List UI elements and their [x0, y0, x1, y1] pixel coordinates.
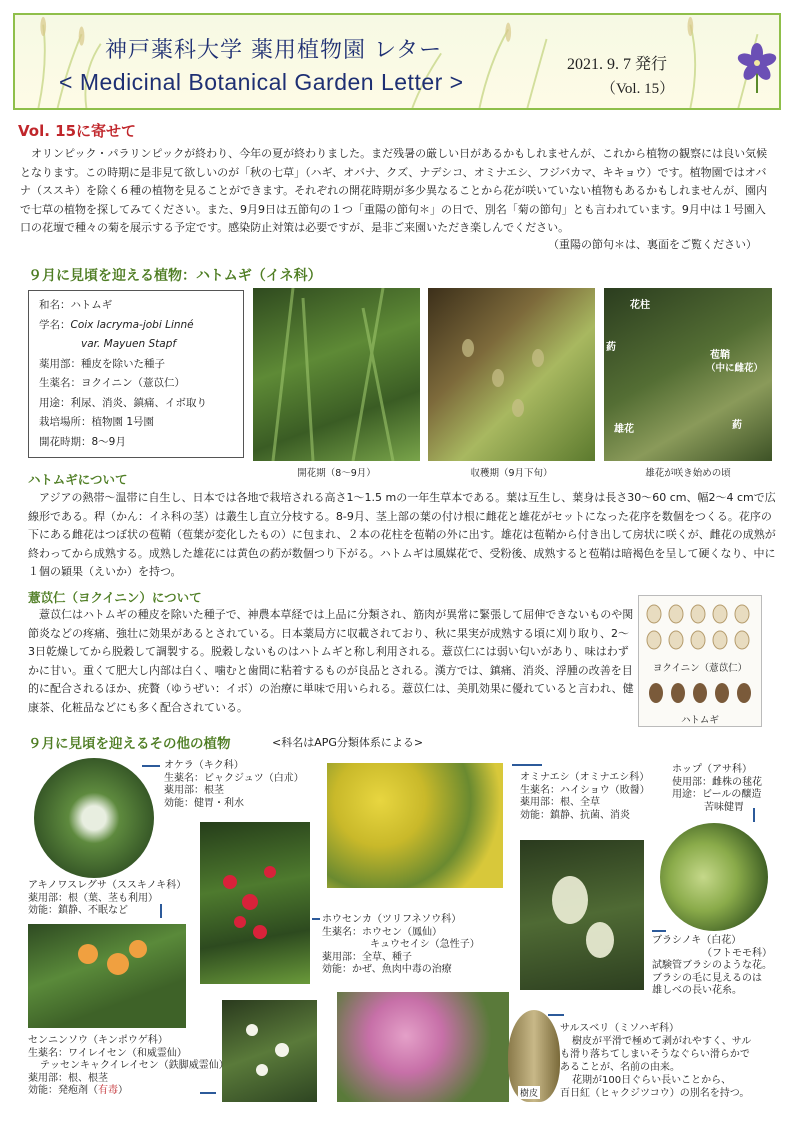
photo-flowering [253, 288, 420, 461]
photo-akinowasuregusa [28, 924, 186, 1028]
info-row: 薬用部：種皮を除いた種子 [39, 357, 165, 370]
info-row: 栽培場所：植物園 1号園 [39, 416, 155, 428]
caption-male: 雄花が咲き始めの頃 [645, 468, 731, 479]
info-row: 開花時期：8～9月 [39, 435, 126, 448]
photo-male-flower [604, 288, 772, 461]
about-body: アジアの熱帯～温帯に自生し、日本では各地で栽培される高さ1～1.5 mの一年生草本である。葉は互生し、葉身は長さ30～60 cm、幅2～4 cmで広線形である。稈（かん：イネ科の茎）は叢生し直立分枝する。8-9月、茎上部の葉の付け根に雌花と雄花がセットになった花序を数個をつくる。花序の下にある雌花はつぼ状の苞鞘（苞葉が変化したもの）に包まれ、２本の花柱を苞鞘の外に出す。雄花は苞鞘から付き出して房状に咲くが、雌花の成熟が終わってから成熟する。成熟した雄花には黄色の葯が数個つり下がる。ハトムギは風媒花で、受粉後、成熟すると苞鞘は暗褐色を呈して硬くなり、中に１個の穎果（えいか）を持つ。 [28, 491, 776, 578]
housenka-label: ホウセンカ（ツリフネソウ科） 生薬名：ホウセン（鳳仙） キュウセイシ（急性子） 薬用部：全草、種子 効能：かぜ、魚肉中毒の治療 [322, 914, 480, 975]
hop-label: ホップ（アサ科） 使用部：雌株の毬花 用途：ビールの醸造 苦味健胃 [672, 764, 762, 813]
yokuinin-seeds [640, 600, 762, 660]
balloon-flower-icon [735, 43, 779, 93]
seed-photo-box [638, 595, 762, 727]
seed-pattern [428, 288, 595, 461]
photo-brush-tree [520, 840, 644, 990]
photo-senninsou [222, 1000, 317, 1102]
intro-heading: Vol. 15に寄せて [18, 122, 137, 140]
arrow-icon [652, 930, 666, 932]
yoku-body: 薏苡仁はハトムギの種皮を除いた種子で、神農本草経では上品に分類され、筋肉が異常に緊張して屈伸できないものや関節炎などの疼痛、強壮に効果があるとされている。日本薬局方に収載されており、秋に果実が成熟する頃に刈り取り、2～3日乾燥してから脱穀して調製する。脱穀しないものはハトムギと称し利用される。薏苡仁には弱い匂いがあり、味はわずかに甘い。重くて肥大し内部は白く、噛むと歯間に粘着するものが良品とされる。漢方では、鎮痛、消炎、浮腫の改善を目的に配合されるほか、疣贅（ゆうぜい：イボ）の治療に単味で用いられる。薏苡仁は、美肌効果に優れていると言われ、健康茶、化粧品などにも多く配合されている。 [28, 608, 634, 714]
hatomugi-grains [640, 678, 762, 708]
photo-bark [508, 1010, 560, 1102]
arrow-icon [753, 808, 755, 822]
photo-housenka [200, 822, 310, 984]
white-flowers [222, 1000, 317, 1102]
brush-label: ブラシノキ（白花） （フトモモ科） 試験管ブラシのような花。 ブラシの毛に見えるのは 雄しべの長い花糸。 [652, 935, 772, 996]
caption-harvest: 収穫期（9月下旬） [470, 468, 553, 479]
arrow-icon [312, 918, 320, 920]
info-row: 用途：利尿、消炎、鎮痛、イボ取り [39, 396, 207, 409]
yoku-heading: 薏苡仁（ヨクイニン）について [28, 590, 202, 605]
photo-sarusuberi [337, 992, 509, 1102]
label-anther-2: 葯 [732, 420, 742, 431]
info-row: 和名：ハトムギ [39, 299, 113, 311]
akinowasuregusa-label: アキノワスレグサ（ススキノキ科） 薬用部：根（葉、茎も利用） 効能：鎮静、不眠など [28, 880, 187, 916]
intro-note: （重陽の節句＊は、裏面をご覧ください） [548, 238, 757, 251]
others-note: <科名はAPG分類体系による> [272, 736, 424, 749]
photo-ominaeshi [327, 763, 503, 888]
arrow-icon [200, 1092, 216, 1094]
header-banner [13, 13, 781, 110]
sarusuberi-label: サルスベリ（ミソハギ科） 樹皮が平滑で極めて剥がれやすく、サル も滑り落ちてしまいそうなぐらい滑らかで あることが、名前の由来。 花期が100日ぐらい長いことから、 百日紅（ヒャクジツコウ）の別名を持つ。 [560, 1023, 752, 1099]
plant-info-box [28, 290, 244, 458]
seed-caption-1: ヨクイニン（薏苡仁） [652, 663, 748, 674]
info-row: var. Mayuen Stapf [81, 338, 177, 350]
label-anther: 葯 [606, 342, 616, 353]
label-sheath-note: （中に雌花） [706, 363, 764, 374]
photo-hop [660, 823, 768, 931]
arrow-icon [142, 765, 160, 767]
orange-lilies [28, 924, 186, 1028]
seed-caption-2: ハトムギ [681, 715, 719, 726]
issue-date: 2021. 9. 7 発行 [567, 56, 668, 73]
bark-label: 樹皮 [518, 1086, 540, 1099]
label-male: 雄花 [614, 424, 634, 435]
info-row: 学名：Coix lacryma-jobi Linné [39, 318, 194, 331]
about-heading: ハトムギについて [28, 472, 128, 487]
photo-okera [34, 758, 154, 878]
issue-volume: （Vol. 15） [601, 81, 675, 97]
okera-label: オケラ（キク科） 生薬名：ビャクジュツ（白朮） 薬用部：根茎 効能：健胃・利水 [164, 760, 304, 809]
arrow-icon [548, 1014, 564, 1016]
arrow-icon [160, 904, 162, 918]
feature-heading: ９月に見頃を迎える植物：ハトムギ（イネ科） [28, 268, 322, 284]
photo-harvest [428, 288, 595, 461]
red-flowers [200, 822, 310, 984]
senninsou-label: センニンソウ（キンポウゲ科） 生薬名：ワイレイセン（和威霊仙） テッセンキャクイレイセン（鉄脚威霊仙） 薬用部：根、根茎 効能：発疱剤（有毒） [28, 1035, 229, 1096]
header-title-en: < Medicinal Botanical Garden Letter > [59, 69, 464, 95]
label-style: 花柱 [630, 300, 650, 311]
ominaeshi-label: オミナエシ（オミナエシ科） 生薬名：ハイショウ（敗醤） 薬用部：根、全草 効能：鎮静、抗菌、消炎 [520, 772, 650, 821]
caption-flowering: 開花期（8～9月） [297, 468, 376, 479]
arrow-icon [512, 764, 542, 766]
leaf-pattern [253, 288, 420, 461]
intro-body: オリンピック・パラリンピックが終わり、今年の夏が終わりました。まだ残暑の厳しい日があるかもしれませんが、これから植物の観察には良い気候となります。この時期に是非見て欲しいのが「秋の七草」（ハギ、オバナ、クズ、ナデシコ、オミナエシ、フジバカマ、キキョウ）です。植物園ではオバナ（ススキ）を除く６種の植物を見ることができます。それぞれの開花時期が多少異なることから花が咲いていない植物もあるかもしれませんが、園内で七草の植物を探してみてください。また、9月9日は五節句の１つ「重陽の節句＊」の日で、別名「菊の節句」とも言われています。9月中は１号園入口の花壇で種々の菊を展示する予定です。感染防止対策は必要ですが、是非ご来園いただき楽しんでください。 [20, 147, 768, 234]
white-brush-flowers [520, 840, 644, 990]
header-title-jp: 神戸薬科大学 薬用植物園 レター [105, 38, 443, 63]
info-row: 生薬名：ヨクイニン（薏苡仁） [39, 377, 186, 389]
others-heading: ９月に見頃を迎えるその他の植物 [28, 736, 231, 752]
label-sheath: 苞鞘 [710, 350, 730, 361]
